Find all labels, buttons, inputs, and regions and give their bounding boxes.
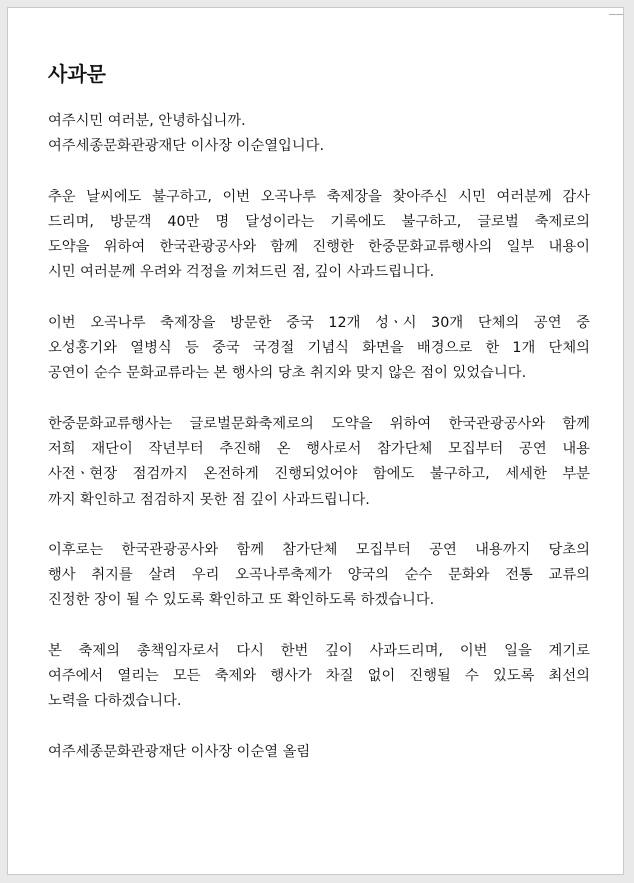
signature-line: 여주세종문화관광재단 이사장 이순열 올림 [48,743,311,760]
text-line: 이후로는 한국관광공사와 함께 참가단체 모집부터 공연 내용까지 당초의 [48,541,590,558]
page-corner-mark [609,8,623,15]
text-line: 본 축제의 총책임자로서 다시 한번 깊이 사과드리며, 이번 일을 계기로 [48,642,590,659]
text-line: 행사 취지를 살려 우리 오곡나루축제가 양국의 순수 문화와 전통 교류의 [48,567,590,584]
text-line: 저희 재단이 작년부터 추진해 온 행사로서 참가단체 모집부터 공연 내용 [48,440,590,457]
text-line: 한중문화교류행사는 글로벌문화축제로의 도약을 위하여 한국관광공사와 함께 [48,415,590,432]
paragraph-apology-intro [48,185,590,286]
paragraph-responsibility [48,412,590,513]
paragraph-commitment [48,538,590,614]
text-line: 드리며, 방문객 40만 명 달성이라는 기록에도 불구하고, 글로벌 축제로의 [48,213,590,230]
text-line: 추운 날씨에도 불구하고, 이번 오곡나루 축제장을 찾아주신 시민 여러분께 감사 [48,188,590,205]
paragraph-incident [48,311,590,387]
text-line: 오성홍기와 열병식 등 중국 국경절 기념식 화면을 배경으로 한 1개 단체의 [48,340,590,357]
signature-block [48,740,590,765]
text-line: 여주에서 열리는 모든 축제와 행사가 차질 없이 진행될 수 있도록 최선의 [48,668,590,685]
text-line: 시민 여러분께 우려와 걱정을 끼쳐드린 점, 깊이 사과드립니다. [48,264,435,281]
text-line: 이번 오곡나루 축제장을 방문한 중국 12개 성ㆍ시 30개 단체의 공연 중 [48,314,590,331]
text-line: 여주시민 여러분, 안녕하십니까. [48,113,246,129]
text-line: 사전ㆍ현장 점검까지 온전하게 진행되었어야 함에도 불구하고, 세세한 부분 [48,466,590,483]
paragraph-closing [48,639,590,715]
text-line: 노력을 다하겠습니다. [48,693,182,710]
text-line: 진정한 장이 될 수 있도록 확인하고 또 확인하도록 하겠습니다. [48,592,435,609]
text-line: 여주세종문화관광재단 이사장 이순열입니다. [48,138,325,155]
paragraph-greeting [48,109,590,160]
document-page [7,7,624,875]
page-title: 사과문 [48,62,106,86]
text-line: 도약을 위하여 한국관광공사와 함께 진행한 한중문화교류행사의 일부 내용이 [48,239,590,256]
text-line: 까지 확인하고 점검하지 못한 점 깊이 사과드립니다. [48,491,370,508]
document-body [48,109,590,790]
text-line: 공연이 순수 문화교류라는 본 행사의 당초 취지와 맞지 않은 점이 있었습니다. [48,365,527,382]
